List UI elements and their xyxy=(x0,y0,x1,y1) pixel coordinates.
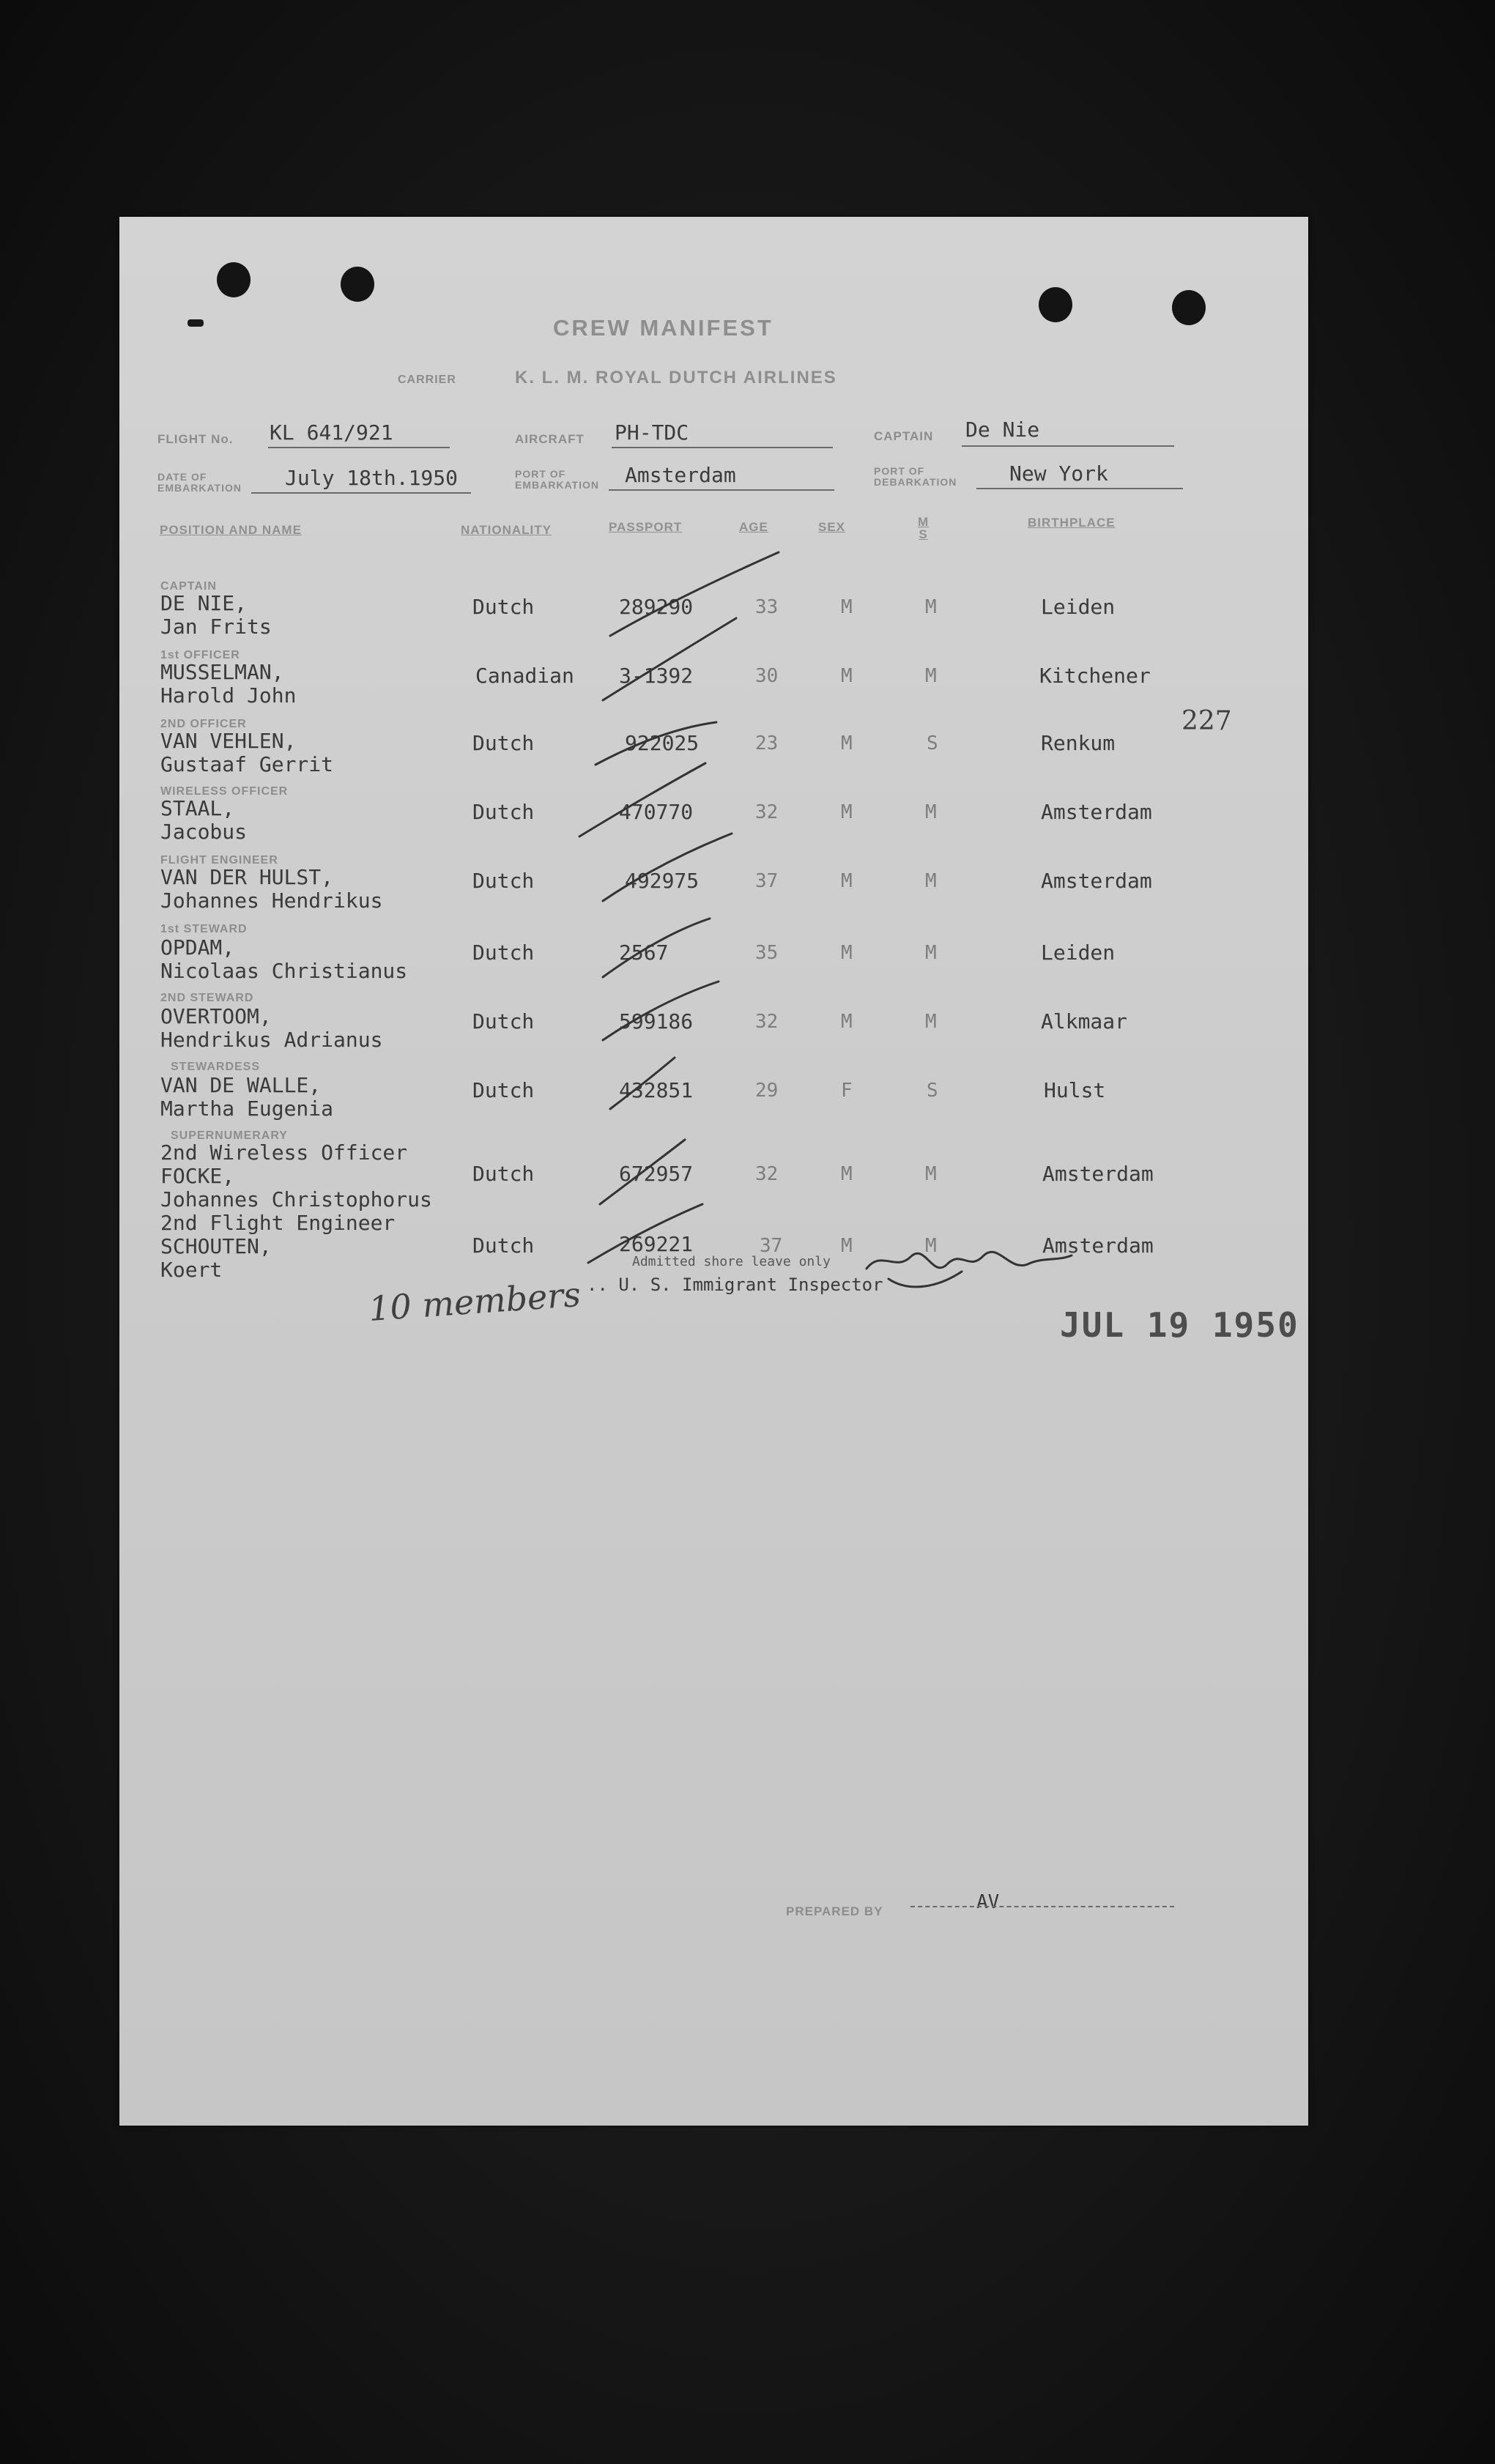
crew-marital-status: M xyxy=(925,665,937,687)
flight-rule xyxy=(268,447,450,448)
crew-marital-status: M xyxy=(925,942,937,964)
crew-surname: DE NIE, xyxy=(160,591,248,615)
crew-nationality: Canadian xyxy=(475,664,574,688)
crew-birthplace: Renkum xyxy=(1041,731,1116,755)
crew-passport: 922025 xyxy=(625,731,700,755)
crew-age: 35 xyxy=(755,942,779,964)
crew-surname: VAN VEHLEN, xyxy=(160,729,297,753)
crew-name xyxy=(160,797,247,844)
crew-surname: VAN DER HULST, xyxy=(160,865,334,889)
prepared-by-rule xyxy=(910,1906,1174,1907)
crew-name xyxy=(160,730,333,776)
document-title: CREW MANIFEST xyxy=(553,315,774,341)
page-number: 227 xyxy=(1181,706,1232,736)
port-deb-label-line-2: DEBARKATION xyxy=(874,476,957,488)
crew-passport: 672957 xyxy=(619,1162,694,1186)
crew-name xyxy=(160,1211,395,1282)
date-stamp: JUL 19 1950 xyxy=(1060,1305,1299,1345)
crew-age: 29 xyxy=(755,1080,779,1102)
ink-blot xyxy=(188,319,204,327)
crew-surname: OVERTOOM, xyxy=(160,1004,272,1028)
crew-surname: SCHOUTEN, xyxy=(160,1234,272,1258)
captain-rule xyxy=(962,445,1174,447)
col-position-name: POSITION AND NAME xyxy=(160,523,302,537)
crew-position: 2ND OFFICER xyxy=(160,718,247,730)
crew-passport: 492975 xyxy=(625,869,700,893)
check-mark xyxy=(603,618,736,700)
crew-sex: M xyxy=(841,870,853,892)
port-deb-rule xyxy=(976,488,1183,489)
crew-marital-status: S xyxy=(927,1080,938,1102)
crew-age: 33 xyxy=(755,596,779,618)
crew-given-name: Harold John xyxy=(160,683,297,708)
date-label-line-1: DATE OF xyxy=(157,471,207,483)
punch-hole-4 xyxy=(1172,290,1206,325)
crew-position: 1st OFFICER xyxy=(160,649,240,661)
crew-given-name: Gustaaf Gerrit xyxy=(160,752,334,776)
crew-age: 32 xyxy=(755,1011,779,1033)
crew-position: FLIGHT ENGINEER xyxy=(160,854,278,867)
crew-marital-status: S xyxy=(927,732,938,754)
crew-nationality: Dutch xyxy=(472,800,535,824)
crew-nationality: Dutch xyxy=(472,940,535,965)
date-rule xyxy=(251,492,471,494)
crew-passport: 2567 xyxy=(619,940,669,965)
members-handwritten-note: 10 members xyxy=(367,1274,582,1329)
crew-nationality: Dutch xyxy=(472,595,535,619)
crew-position: STEWARDESS xyxy=(171,1061,261,1073)
prepared-by-label: PREPARED BY xyxy=(786,1904,883,1918)
punch-hole-3 xyxy=(1039,287,1072,322)
crew-passport: 599186 xyxy=(619,1009,694,1034)
crew-given-name: Jan Frits xyxy=(160,615,272,639)
crew-nationality: Dutch xyxy=(472,869,535,893)
crew-sex: M xyxy=(841,1163,853,1185)
captain-name: De Nie xyxy=(965,418,1040,442)
crew-nationality: Dutch xyxy=(472,1162,535,1186)
crew-position: WIRELESS OFFICER xyxy=(160,785,289,798)
port-debarkation-label xyxy=(874,466,957,488)
crew-birthplace: Leiden xyxy=(1041,595,1116,619)
crew-given-name: Johannes Hendrikus xyxy=(160,888,383,913)
col-sex: SEX xyxy=(818,520,846,534)
crew-given-name: Martha Eugenia xyxy=(160,1096,334,1121)
inspector-signature xyxy=(867,1252,1072,1269)
crew-given-name: Koert xyxy=(160,1258,223,1282)
crew-age: 23 xyxy=(755,732,779,754)
crew-passport: 470770 xyxy=(619,800,694,824)
date-label-line-2: EMBARKATION xyxy=(157,482,242,494)
crew-marital-status: M xyxy=(925,1235,937,1257)
prepared-by-initials: AV xyxy=(976,1891,1000,1913)
crew-marital-status: M xyxy=(925,1163,937,1185)
crew-surname: FOCKE, xyxy=(160,1164,235,1188)
crew-passport: 289290 xyxy=(619,595,694,619)
flight-number: KL 641/921 xyxy=(270,420,393,445)
shore-leave-note: Admitted shore leave only xyxy=(632,1254,831,1269)
crew-birthplace: Amsterdam xyxy=(1041,869,1152,893)
punch-hole-1 xyxy=(217,262,251,297)
crew-age: 37 xyxy=(760,1235,783,1257)
crew-birthplace: Kitchener xyxy=(1039,664,1151,688)
crew-sex: M xyxy=(841,1235,853,1257)
crew-age: 30 xyxy=(755,665,779,687)
crew-name xyxy=(160,1074,333,1121)
crew-position: SUPERNUMERARY xyxy=(171,1129,288,1142)
aircraft-label: AIRCRAFT xyxy=(515,432,585,446)
crew-name xyxy=(160,661,296,708)
punch-hole-2 xyxy=(341,267,374,302)
carrier-name: K. L. M. ROYAL DUTCH AIRLINES xyxy=(515,368,837,387)
crew-nationality: Dutch xyxy=(472,731,535,755)
crew-sex: M xyxy=(841,1011,853,1033)
check-mark xyxy=(610,552,779,636)
crew-birthplace: Alkmaar xyxy=(1041,1009,1128,1034)
crew-name xyxy=(160,866,382,913)
crew-passport: 269221 xyxy=(619,1232,694,1256)
port-embarkation: Amsterdam xyxy=(625,463,736,487)
col-ms-top: M xyxy=(918,515,930,529)
crew-given-name: Hendrikus Adrianus xyxy=(160,1028,383,1052)
col-birthplace: BIRTHPLACE xyxy=(1028,516,1116,530)
carrier-label: CARRIER xyxy=(398,374,456,386)
crew-birthplace: Amsterdam xyxy=(1041,800,1152,824)
crew-nationality: Dutch xyxy=(472,1078,535,1102)
port-deb-label-line-1: PORT OF xyxy=(874,465,925,477)
crew-sex: M xyxy=(841,732,853,754)
aircraft-rule xyxy=(612,447,833,448)
port-emb-label-line-2: EMBARKATION xyxy=(515,479,599,491)
crew-given-name: Nicolaas Christianus xyxy=(160,959,408,983)
crew-surname: STAAL, xyxy=(160,796,235,820)
crew-age: 32 xyxy=(755,1163,779,1185)
col-marital-status xyxy=(918,516,929,541)
col-nationality: NATIONALITY xyxy=(461,523,552,537)
crew-birthplace: Amsterdam xyxy=(1042,1233,1154,1258)
crew-duty: 2nd Wireless Officer xyxy=(160,1140,408,1165)
port-debarkation: New York xyxy=(1009,461,1108,486)
crew-name xyxy=(160,1141,432,1211)
crew-passport: 432851 xyxy=(619,1078,694,1102)
port-embarkation-label xyxy=(515,469,599,491)
crew-surname: OPDAM, xyxy=(160,935,235,960)
inspector-label: .. U. S. Immigrant Inspector xyxy=(587,1274,883,1295)
col-age: AGE xyxy=(739,520,768,534)
captain-label: CAPTAIN xyxy=(874,429,934,443)
crew-duty: 2nd Flight Engineer xyxy=(160,1211,396,1235)
crew-sex: M xyxy=(841,942,853,964)
crew-marital-status: M xyxy=(925,870,937,892)
date-label xyxy=(157,472,242,494)
crew-birthplace: Amsterdam xyxy=(1042,1162,1154,1186)
crew-age: 32 xyxy=(755,801,779,823)
crew-marital-status: M xyxy=(925,1011,937,1033)
aircraft-registration: PH-TDC xyxy=(615,420,689,445)
crew-sex: F xyxy=(841,1080,853,1102)
crew-marital-status: M xyxy=(925,801,937,823)
crew-manifest-page xyxy=(119,217,1308,2126)
col-passport: PASSPORT xyxy=(609,520,683,534)
crew-nationality: Dutch xyxy=(472,1009,535,1034)
crew-passport: 3-1392 xyxy=(619,664,694,688)
crew-name xyxy=(160,592,272,639)
crew-position: CAPTAIN xyxy=(160,580,217,593)
crew-sex: M xyxy=(841,596,853,618)
crew-nationality: Dutch xyxy=(472,1233,535,1258)
port-emb-label-line-1: PORT OF xyxy=(515,468,566,480)
embarkation-date: July 18th.1950 xyxy=(285,466,459,490)
port-emb-rule xyxy=(609,489,834,491)
crew-birthplace: Hulst xyxy=(1044,1078,1106,1102)
crew-name xyxy=(160,1005,382,1052)
crew-given-name: Jacobus xyxy=(160,820,248,844)
crew-given-name: Johannes Christophorus xyxy=(160,1187,432,1211)
crew-surname: VAN DE WALLE, xyxy=(160,1073,322,1097)
flight-label: FLIGHT No. xyxy=(157,432,234,446)
crew-position: 1st STEWARD xyxy=(160,923,248,935)
crew-surname: MUSSELMAN, xyxy=(160,660,284,684)
crew-sex: M xyxy=(841,801,853,823)
crew-marital-status: M xyxy=(925,596,937,618)
crew-name xyxy=(160,936,407,983)
crew-age: 37 xyxy=(755,870,779,892)
col-ms-bottom: S xyxy=(919,527,928,541)
signature-flourish xyxy=(889,1272,962,1287)
crew-position: 2ND STEWARD xyxy=(160,992,254,1004)
crew-birthplace: Leiden xyxy=(1041,940,1116,965)
crew-sex: M xyxy=(841,665,853,687)
